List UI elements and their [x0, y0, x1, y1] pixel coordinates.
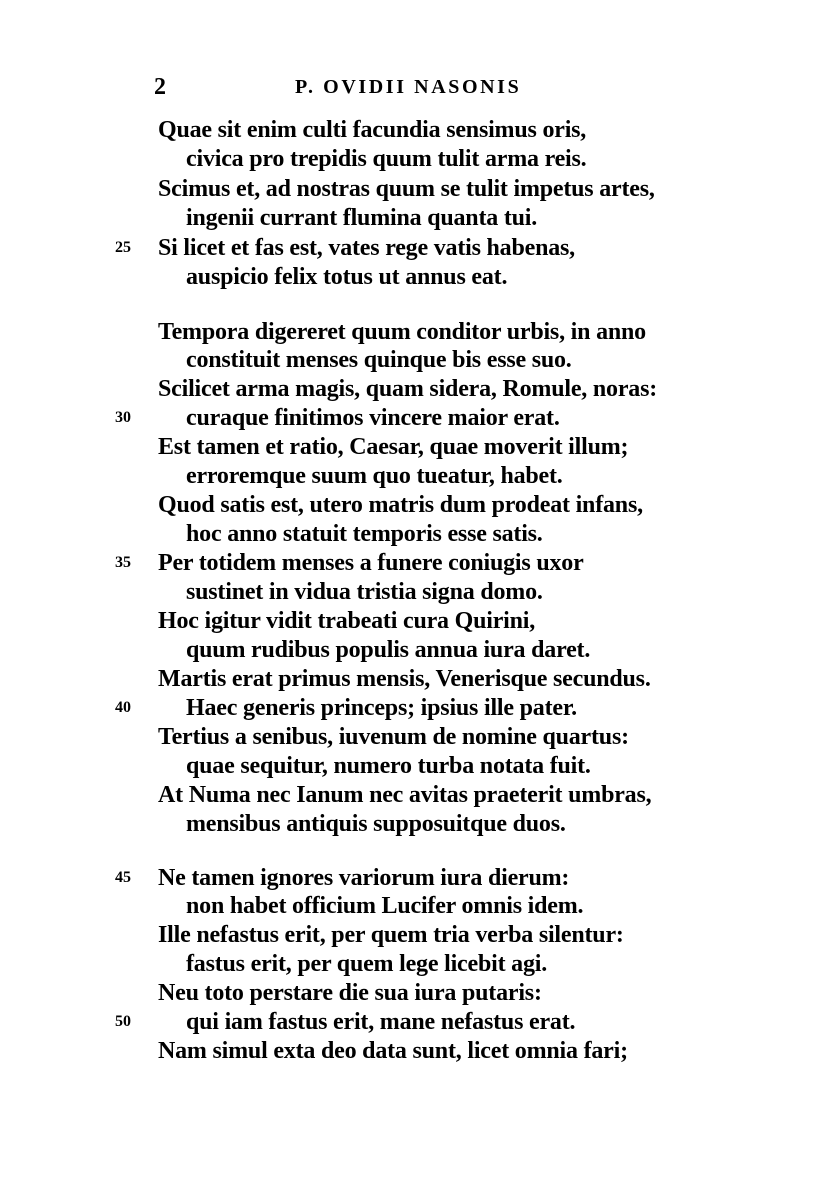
line-number: 50 [115, 1013, 131, 1030]
verse-text: Est tamen et ratio, Caesar, quae moverit illum; [158, 434, 629, 460]
line-number: 25 [115, 239, 131, 256]
verse-text: Tempora digereret quum conditor urbis, in anno [158, 319, 646, 345]
verse-line [0, 491, 840, 521]
verse-line [0, 665, 840, 695]
line-number: 45 [115, 869, 131, 886]
verse-line [0, 263, 840, 293]
page-header [150, 74, 590, 104]
verse-line [0, 694, 840, 724]
verse-text: Haec generis princeps; ipsius ille pater. [186, 695, 577, 721]
verse-text: Quod satis est, utero matris dum prodeat infans, [158, 492, 643, 518]
line-number: 30 [115, 409, 131, 426]
verse-text: Hoc igitur vidit trabeati cura Quirini, [158, 608, 536, 634]
verse-text: curaque finitimos vincere maior erat. [186, 405, 560, 431]
verse-text: Ille nefastus erit, per quem tria verba silentur: [158, 922, 624, 948]
verse-line [0, 1037, 840, 1067]
line-number: 35 [115, 554, 131, 571]
verse-text: auspicio felix totus ut annus eat. [186, 264, 508, 290]
verse-text: hoc anno statuit temporis esse satis. [186, 521, 543, 547]
verse-line [0, 116, 840, 146]
verse-line [0, 810, 840, 840]
verse-line [0, 404, 840, 434]
verse-line [0, 752, 840, 782]
verse-text: constituit menses quinque bis esse suo. [186, 347, 572, 373]
verse-text: qui iam fastus erit, mane nefastus erat. [186, 1009, 576, 1035]
verse-text: Ne tamen ignores variorum iura dierum: [158, 865, 570, 891]
verse-text: Martis erat primus mensis, Venerisque secundus. [158, 666, 651, 692]
verse-line [0, 318, 840, 348]
running-title: P. OVIDII NASONIS [295, 76, 522, 98]
page-number: 2 [154, 74, 166, 100]
verse-text: sustinet in vidua tristia signa domo. [186, 579, 543, 605]
verse-line [0, 950, 840, 980]
verse-line [0, 204, 840, 234]
verse-text: mensibus antiquis supposuitque duos. [186, 811, 566, 837]
verse-line [0, 375, 840, 405]
verse-text: civica pro trepidis quum tulit arma reis. [186, 146, 587, 172]
verse-text: Scilicet arma magis, quam sidera, Romule, noras: [158, 376, 658, 402]
verse-line [0, 979, 840, 1009]
verse-line [0, 636, 840, 666]
verse-text: Si licet et fas est, vates rege vatis habenas, [158, 235, 575, 261]
verse-line [0, 175, 840, 205]
verse-text: quae sequitur, numero turba notata fuit. [186, 753, 591, 779]
verse-line [0, 234, 840, 264]
verse-text: quum rudibus populis annua iura daret. [186, 637, 591, 663]
verse-line [0, 781, 840, 811]
verse-line [0, 578, 840, 608]
verse-line [0, 607, 840, 637]
verse-text: Scimus et, ad nostras quum se tulit impetus artes, [158, 176, 655, 202]
verse-text: Per totidem menses a funere coniugis uxor [158, 550, 584, 576]
verse-line [0, 921, 840, 951]
verse-line [0, 723, 840, 753]
verse-line [0, 145, 840, 175]
verse-line [0, 1008, 840, 1038]
verse-line [0, 462, 840, 492]
verse-line [0, 864, 840, 894]
verse-text: Tertius a senibus, iuvenum de nomine quartus: [158, 724, 629, 750]
verse-text: Nam simul exta deo data sunt, licet omnia fari; [158, 1038, 628, 1064]
verse-text: Neu toto perstare die sua iura putaris: [158, 980, 542, 1006]
verse-text: ingenii currant flumina quanta tui. [186, 205, 538, 231]
verse-text: non habet officium Lucifer omnis idem. [186, 893, 584, 919]
verse-line [0, 346, 840, 376]
verse-text: At Numa nec Ianum nec avitas praeterit umbras, [158, 782, 652, 808]
verse-line [0, 549, 840, 579]
verse-line [0, 892, 840, 922]
verse-text: fastus erit, per quem lege licebit agi. [186, 951, 548, 977]
verse-line [0, 520, 840, 550]
verse-text: Quae sit enim culti facundia sensimus oris, [158, 117, 587, 143]
verse-text: erroremque suum quo tueatur, habet. [186, 463, 563, 489]
line-number: 40 [115, 699, 131, 716]
verse-line [0, 433, 840, 463]
